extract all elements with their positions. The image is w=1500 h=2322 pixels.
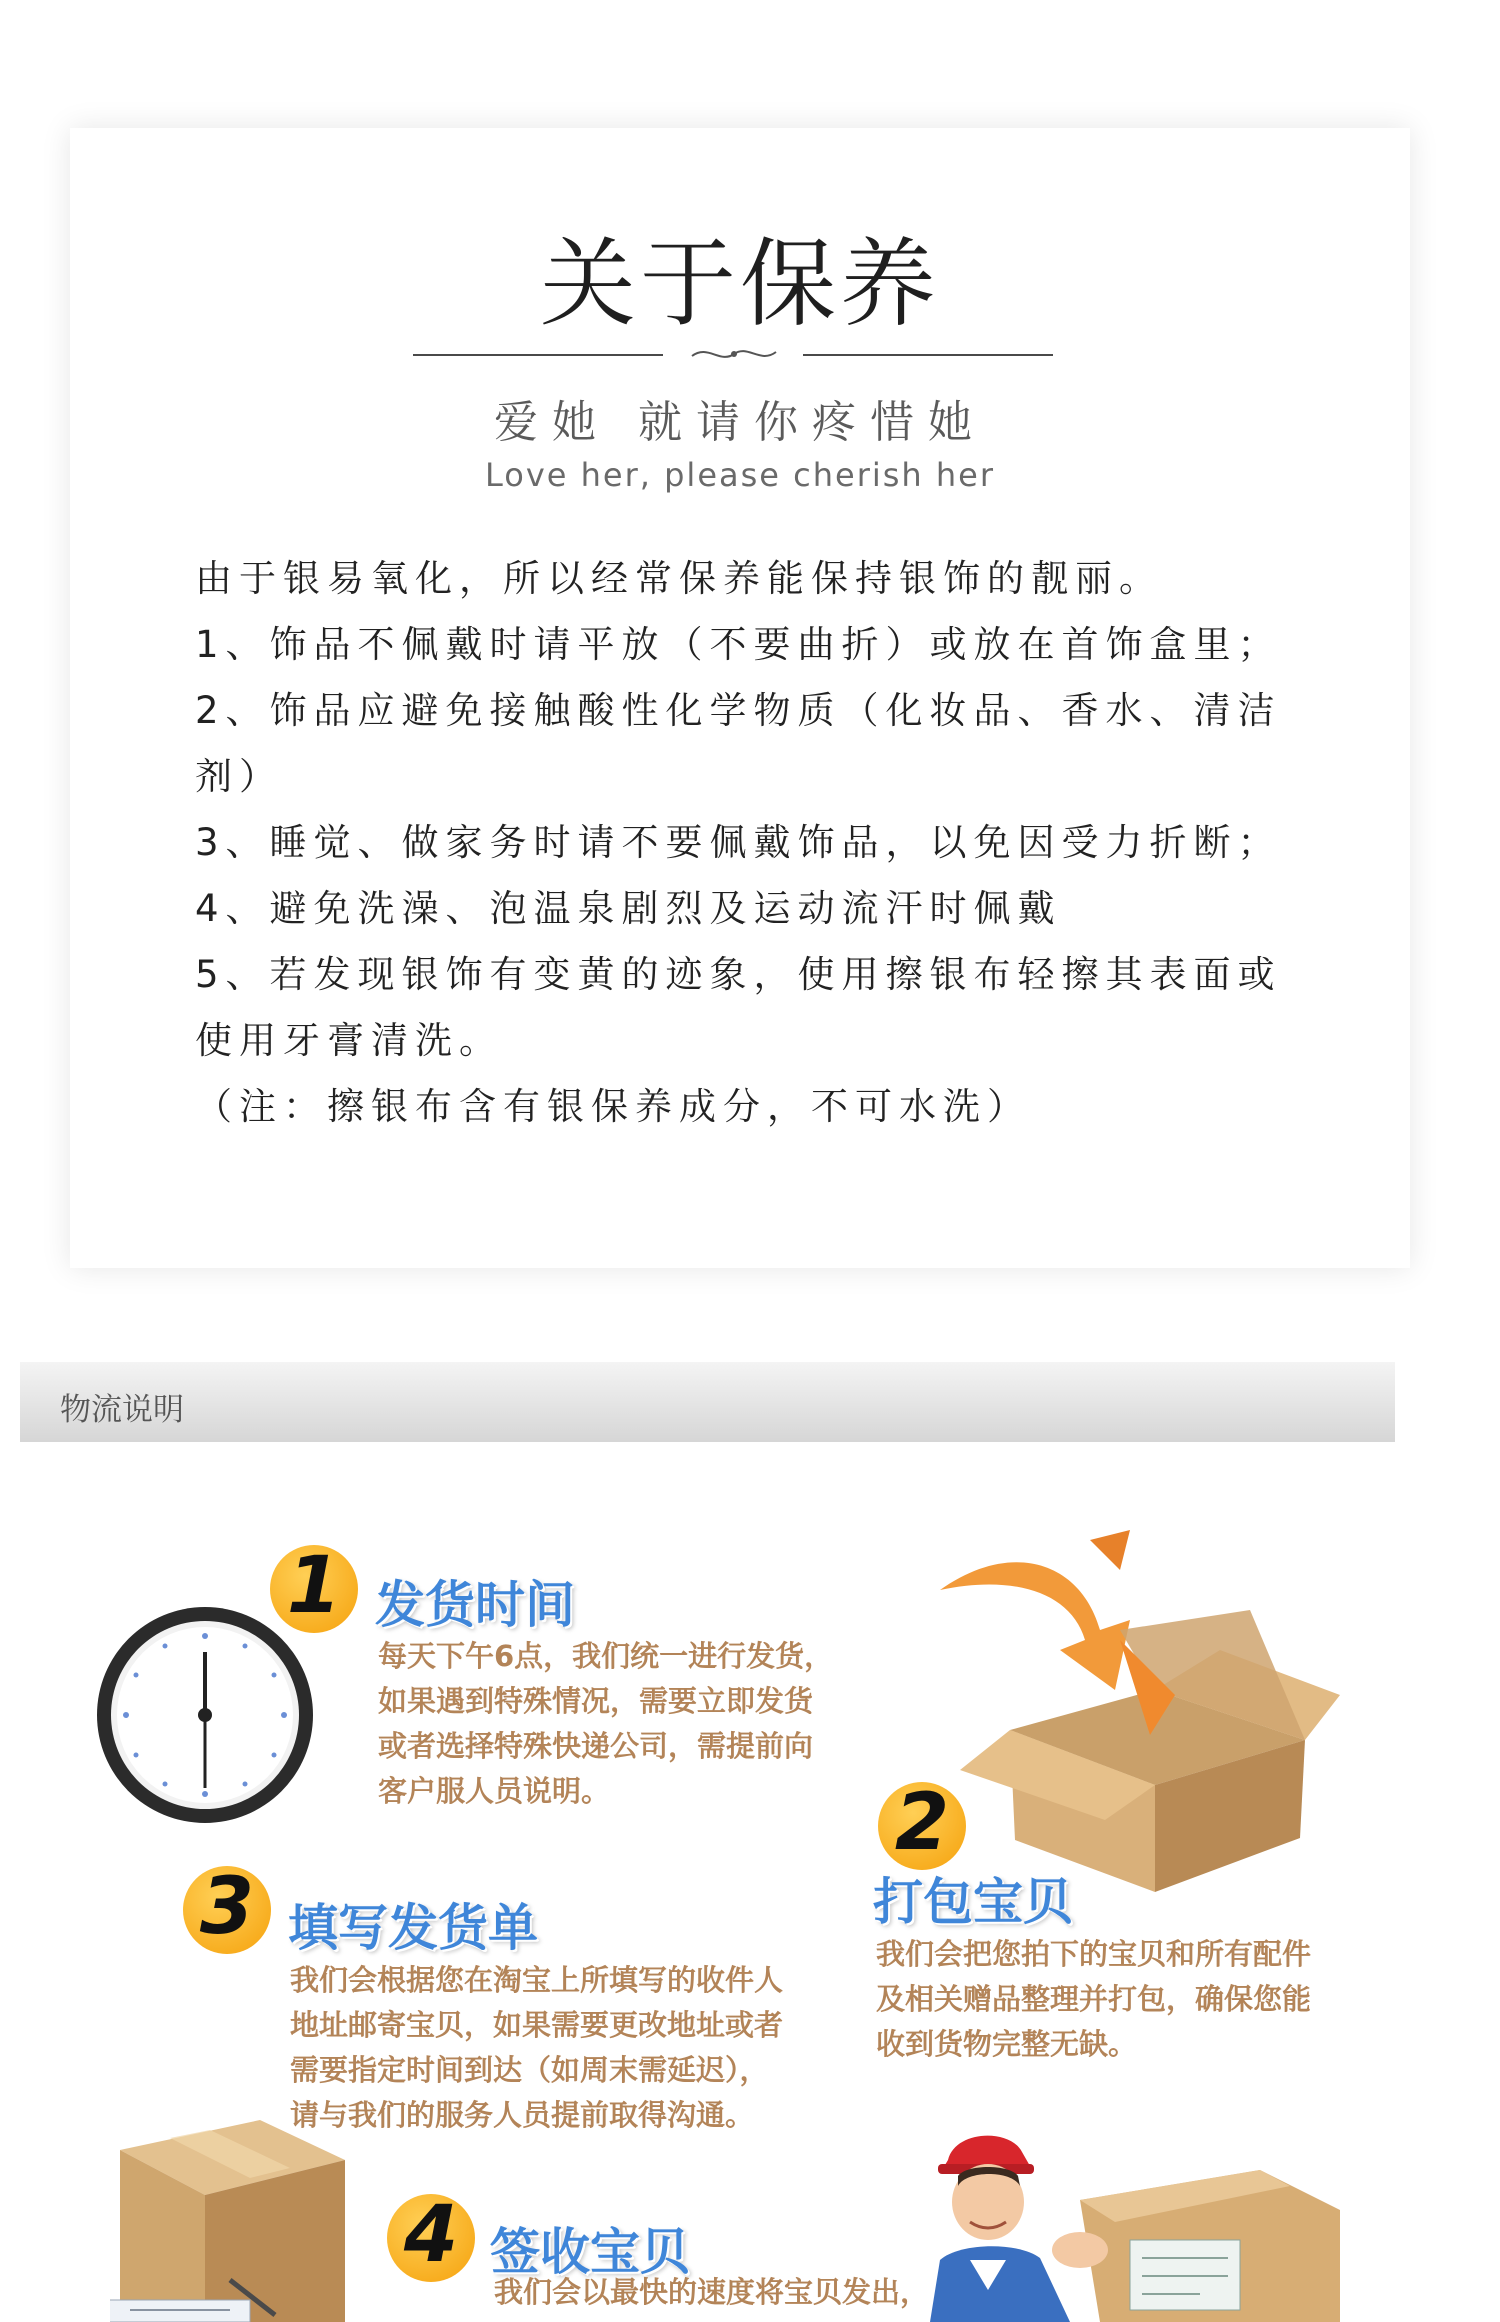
- care-line: 2、饰品应避免接触酸性化学物质（化妆品、香水、清洁剂）: [195, 689, 1282, 798]
- step-2-line: 收到货物完整无缺。: [876, 2027, 1138, 2061]
- step-2-line: 及相关赠品整理并打包，确保您能: [876, 1982, 1312, 2016]
- courier-icon: [930, 2130, 1340, 2322]
- care-instructions: [195, 546, 1315, 1140]
- care-line: 3、睡觉、做家务时请不要佩戴饰品，以免因受力折断；: [195, 821, 1282, 864]
- step-3-line: 请与我们的服务人员提前取得沟通。: [290, 2098, 755, 2132]
- step-4-badge: [387, 2190, 475, 2282]
- step-1-line: 或者选择特殊快递公司，需提前向: [378, 1729, 814, 1763]
- logistics-header-label: 物流说明: [60, 1392, 184, 1428]
- care-subtitle-en: Love her, please cherish her: [485, 456, 995, 494]
- step-4-title: 签收宝贝: [490, 2223, 690, 2281]
- logistics-header-bar: [20, 1362, 1395, 1442]
- step-1-line: 如果遇到特殊情况，需要立即发货: [378, 1684, 814, 1718]
- care-line: （注：擦银布含有银保养成分，不可水洗）: [195, 1085, 1031, 1128]
- step-3-line: 地址邮寄宝贝，如果需要更改地址或者: [290, 2008, 784, 2042]
- ornament-icon: [688, 340, 780, 368]
- divider-line-left: [413, 354, 663, 356]
- step-1-text: [378, 1634, 833, 1814]
- step-3-title: 填写发货单: [288, 1899, 538, 1957]
- care-line: 由于银易氧化，所以经常保养能保持银饰的靓丽。: [195, 557, 1163, 600]
- closed-box-icon: [110, 2110, 350, 2322]
- care-card: [70, 128, 1410, 1268]
- step-1-badge: [270, 1541, 358, 1633]
- step-3-line: 我们会根据您在淘宝上所填写的收件人: [290, 1963, 784, 1997]
- divider-line-right: [803, 354, 1053, 356]
- step-3-number: 3: [199, 1862, 255, 1952]
- step-1-line: 每天下午6点，我们统一进行发货，: [378, 1639, 834, 1673]
- step-1-title: 发货时间: [375, 1576, 575, 1634]
- care-line: 5、若发现银饰有变黄的迹象，使用擦银布轻擦其表面或使用牙膏清洗。: [195, 953, 1282, 1062]
- step-3-text: [290, 1958, 783, 2138]
- step-2-number: 2: [894, 1778, 950, 1868]
- step-1-number: 1: [286, 1541, 342, 1631]
- clock-icon: [90, 1600, 320, 1830]
- step-3-line: 需要指定时间到达（如周末需延迟），: [290, 2053, 769, 2087]
- care-line: 1、饰品不佩戴时请平放（不要曲折）或放在首饰盒里；: [195, 623, 1282, 666]
- step-4-text: [494, 2270, 929, 2315]
- open-box-icon: [920, 1520, 1340, 1900]
- step-3-badge: [183, 1862, 271, 1954]
- care-line: 4、避免洗澡、泡温泉剧烈及运动流汗时佩戴: [195, 887, 1062, 930]
- step-2-title: 打包宝贝: [873, 1873, 1073, 1931]
- step-1-line: 客户服人员说明。: [378, 1774, 611, 1808]
- step-4-number: 4: [403, 2190, 459, 2280]
- step-2-badge: [878, 1778, 966, 1870]
- care-subtitle-cn: 爱她 就请你疼惜她: [494, 397, 986, 448]
- care-title: 关于保养: [540, 228, 940, 340]
- step-4-line: 我们会以最快的速度将宝贝发出，: [494, 2275, 930, 2309]
- step-2-text: [876, 1932, 1311, 2067]
- step-2-line: 我们会把您拍下的宝贝和所有配件: [876, 1937, 1312, 1971]
